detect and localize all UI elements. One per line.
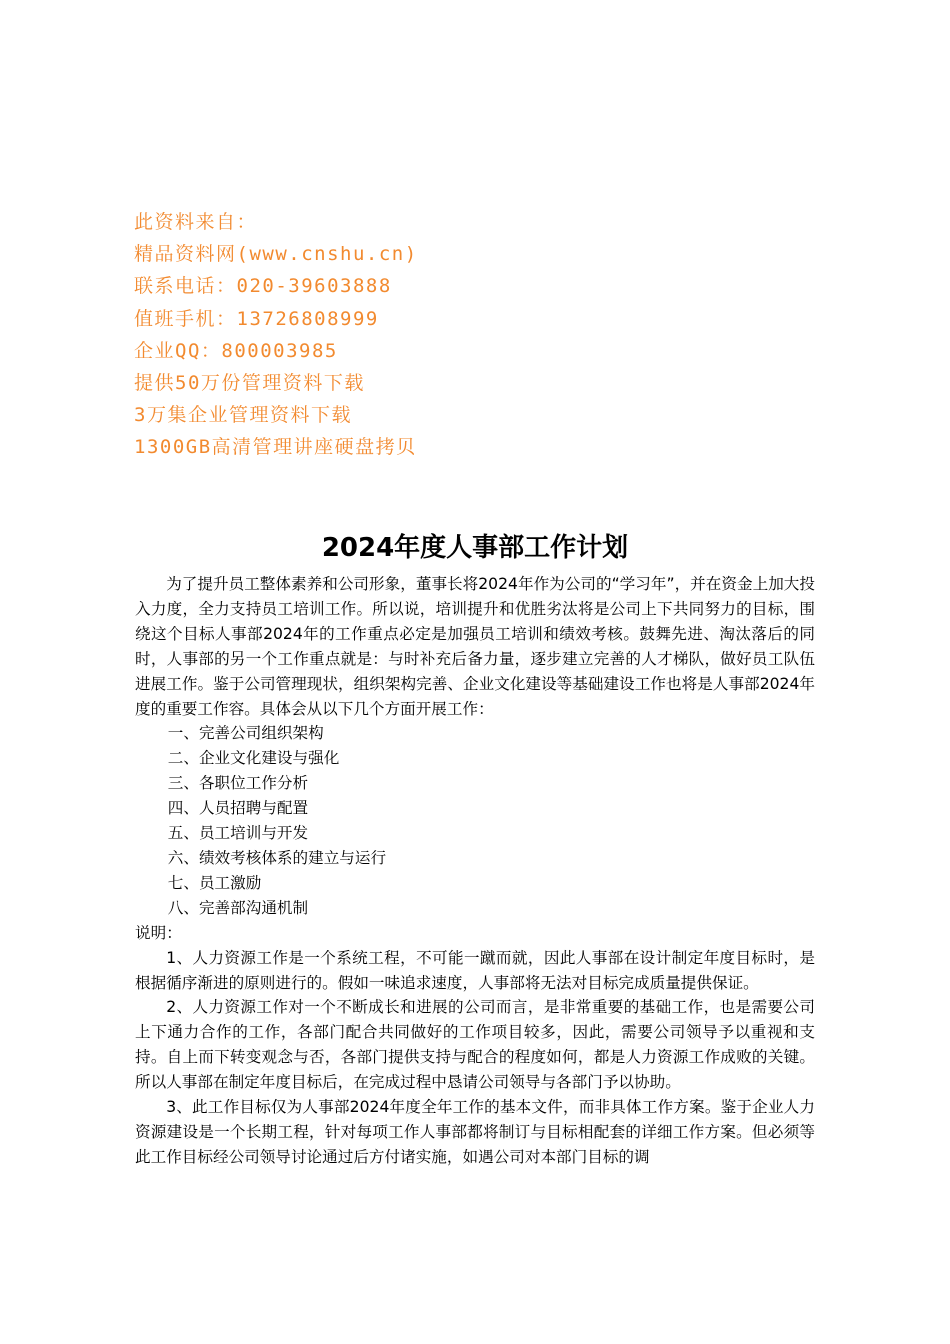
- intro-paragraph: 为了提升员工整体素养和公司形象，董事长将2024年作为公司的“学习年”，并在资金上加大投入力度，全力支持员工培训工作。所以说，培训提升和优胜劣汰将是公司上下共同努力的目标，围绕这个目标人事部2024年的工作重点必定是加强员工培训和绩效考核。鼓舞先进、淘汰落后的同时，人事部的另一个工作重点就是：与时补充后备力量，逐步建立完善的人才梯队，做好员工队伍进展工作。鉴于公司管理现状，组织架构完善、企业文化建设等基础建设工作也将是人事部2024年度的重要工作容。具体会从以下几个方面开展工作：: [135, 575, 815, 718]
- list-item: 七、员工激励: [167, 873, 262, 892]
- source-line-header: 此资料来自：: [134, 211, 258, 233]
- source-line-offer-3: 1300GB高清管理讲座硬盘拷贝: [134, 436, 417, 459]
- list-item: 三、各职位工作分析: [167, 774, 309, 793]
- list-item: 六、绩效考核体系的建立与运行: [167, 848, 387, 867]
- source-line-qq: 企业QQ：800003985: [134, 339, 338, 362]
- source-line-mobile: 值班手机：13726808999: [134, 307, 379, 330]
- work-items-list: [135, 721, 815, 920]
- list-item: 四、人员招聘与配置: [167, 799, 309, 818]
- notes-label: 说明：: [135, 923, 182, 942]
- list-item: 一、完善公司组织架构: [167, 724, 324, 743]
- list-item: 二、企业文化建设与强化: [167, 749, 340, 768]
- document-body: [135, 572, 815, 1170]
- source-line-offer-1: 提供50万份管理资料下载: [134, 372, 365, 395]
- note-paragraph-2: 2、人力资源工作对一个不断成长和进展的公司而言，是非常重要的基础工作，也是需要公司上下通力合作的工作，各部门配合共同做好的工作项目较多，因此，需要公司领导予以重视和支持。自上而下转变观念与否，各部门提供支持与配合的程度如何，都是人力资源工作成败的关键。所以人事部在制定年度目标后，在完成过程中恳请公司领导与各部门予以协助。: [135, 998, 815, 1092]
- source-line-phone: 联系电话：020-39603888: [134, 275, 392, 298]
- source-line-website: 精品资料网(www.cnshu.cn): [134, 243, 418, 266]
- source-line-offer-2: 3万集企业管理资料下载: [134, 404, 352, 427]
- list-item: 五、员工培训与开发: [167, 824, 309, 843]
- document-title: 2024年度人事部工作计划: [321, 533, 629, 563]
- note-paragraph-1: 1、人力资源工作是一个系统工程，不可能一蹴而就，因此人事部在设计制定年度目标时，是根据循序渐进的原则进行的。假如一味追求速度，人事部将无法对目标完成质量提供保证。: [135, 948, 815, 992]
- source-info-block: [134, 206, 418, 464]
- list-item: 八、完善部沟通机制: [167, 898, 309, 917]
- note-paragraph-3: 3、此工作目标仅为人事部2024年度全年工作的基本文件，而非具体工作方案。鉴于企业人力资源建设是一个长期工程，针对每项工作人事部都将制订与目标相配套的详细工作方案。但必须等此工作目标经公司领导讨论通过后方付诸实施，如遇公司对本部门目标的调: [135, 1098, 815, 1166]
